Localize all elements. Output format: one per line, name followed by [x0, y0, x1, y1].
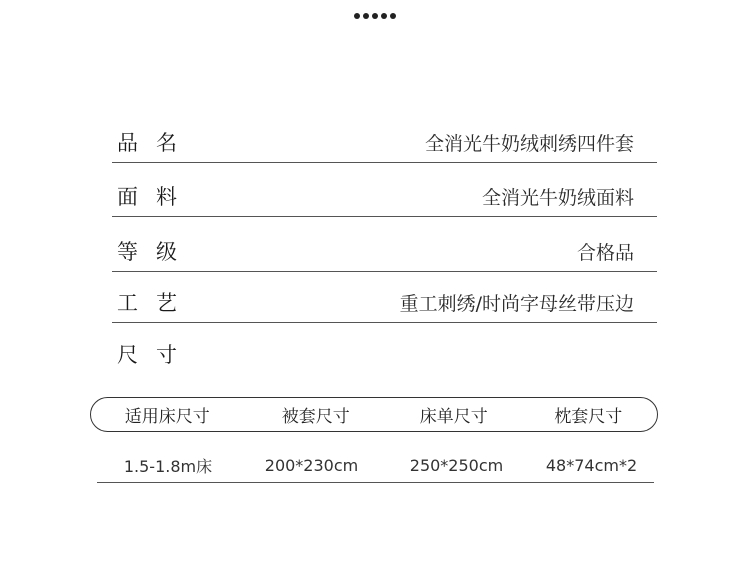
- dot-3: [372, 13, 378, 19]
- cell-sheet-size: 250*250cm: [409, 455, 504, 475]
- spec-row-product-name: [112, 122, 657, 163]
- cell-pillowcase-size: 48*74cm*2: [545, 455, 638, 475]
- spec-value: 全消光牛奶绒面料: [481, 186, 634, 209]
- spec-row-size: [112, 334, 657, 374]
- size-table-row: [97, 448, 654, 483]
- dot-2: [363, 13, 369, 19]
- spec-row-fabric: [112, 176, 657, 217]
- spec-value: 合格品: [576, 241, 634, 264]
- header-duvet-size: 被套尺寸: [281, 407, 350, 427]
- spec-row-grade: [112, 231, 657, 272]
- spec-row-craft: [112, 282, 657, 323]
- spec-label: 尺寸: [117, 343, 195, 367]
- cell-duvet-size: 200*230cm: [264, 455, 359, 475]
- spec-label: 品名: [117, 131, 195, 155]
- header-bed-size: 适用床尺寸: [124, 407, 210, 427]
- spec-value: 重工刺绣/时尚字母丝带压边: [399, 292, 634, 315]
- spec-label: 等级: [117, 240, 195, 264]
- spec-label: 工艺: [117, 291, 195, 315]
- spec-value: 全消光牛奶绒刺绣四件套: [424, 132, 634, 155]
- pagination-dots: [354, 13, 396, 19]
- spec-label: 面料: [117, 185, 195, 209]
- dot-5: [390, 13, 396, 19]
- header-pillowcase-size: 枕套尺寸: [554, 407, 623, 427]
- header-sheet-size: 床单尺寸: [419, 407, 488, 427]
- dot-1: [354, 13, 360, 19]
- size-table-header: [90, 397, 658, 432]
- cell-bed-size: 1.5-1.8m床: [123, 456, 213, 476]
- dot-4: [381, 13, 387, 19]
